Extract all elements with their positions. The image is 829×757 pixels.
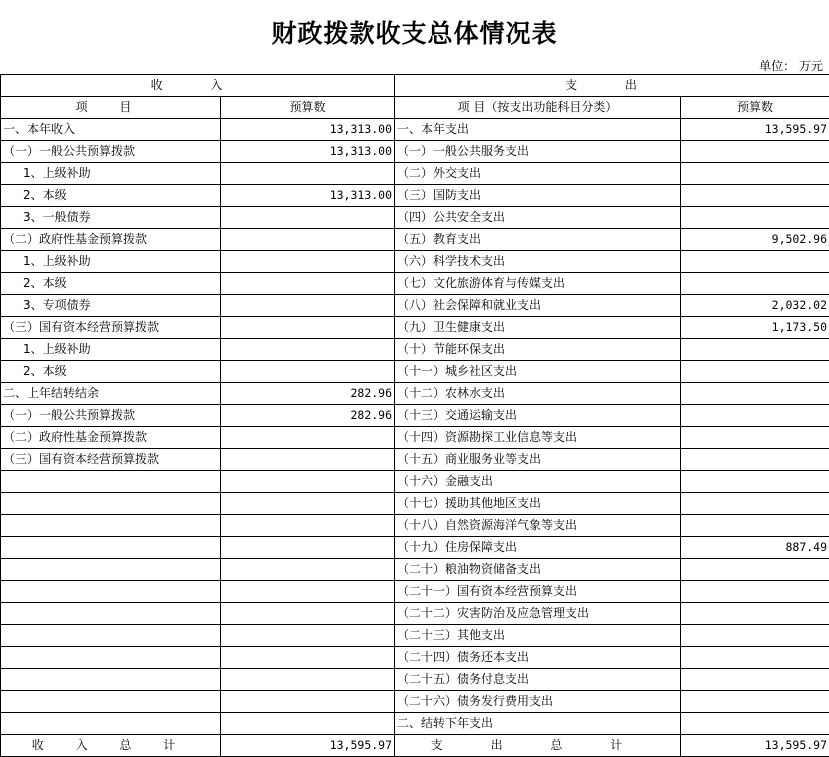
expense-item-cell: （一）一般公共服务支出 xyxy=(395,141,681,163)
income-value-cell xyxy=(221,339,395,361)
income-value-cell xyxy=(221,691,395,713)
expense-value-cell xyxy=(681,691,829,713)
table-row xyxy=(1,119,829,141)
income-item-cell xyxy=(1,669,221,691)
expense-value-cell xyxy=(681,383,829,405)
income-value-cell xyxy=(221,581,395,603)
income-item-cell xyxy=(1,713,221,735)
income-value-cell xyxy=(221,647,395,669)
income-value-cell: 13,313.00 xyxy=(221,185,395,207)
income-item-cell xyxy=(1,515,221,537)
table-row xyxy=(1,625,829,647)
income-value-cell xyxy=(221,163,395,185)
expense-value-cell xyxy=(681,647,829,669)
table-row xyxy=(1,713,829,735)
income-item-cell: （二）政府性基金预算拨款 xyxy=(1,427,221,449)
expense-item-cell: （五）教育支出 xyxy=(395,229,681,251)
table-row xyxy=(1,361,829,383)
income-item-cell: （二）政府性基金预算拨款 xyxy=(1,229,221,251)
income-item-cell: （一）一般公共预算拨款 xyxy=(1,405,221,427)
table-row xyxy=(1,229,829,251)
income-item-cell: 二、上年结转结余 xyxy=(1,383,221,405)
unit-label: 单位： 万元 xyxy=(759,59,823,73)
expense-value-cell xyxy=(681,449,829,471)
income-value-cell xyxy=(221,317,395,339)
income-item-cell: 1、上级补助 xyxy=(1,339,221,361)
expense-value-cell xyxy=(681,251,829,273)
expense-item-cell: （二十四）债务还本支出 xyxy=(395,647,681,669)
expense-item-cell: （二十一）国有资本经营预算支出 xyxy=(395,581,681,603)
expense-item-cell: （十三）交通运输支出 xyxy=(395,405,681,427)
expense-item-cell: （十五）商业服务业等支出 xyxy=(395,449,681,471)
income-item-cell: 2、本级 xyxy=(1,361,221,383)
expense-item-cell: （八）社会保障和就业支出 xyxy=(395,295,681,317)
income-value-cell: 13,313.00 xyxy=(221,119,395,141)
expense-value-cell xyxy=(681,713,829,735)
expense-value-cell xyxy=(681,141,829,163)
table-row xyxy=(1,163,829,185)
expense-item-cell: （十二）农林水支出 xyxy=(395,383,681,405)
income-item-cell: （三）国有资本经营预算拨款 xyxy=(1,317,221,339)
table-row xyxy=(1,141,829,163)
income-value-cell: 13,313.00 xyxy=(221,141,395,163)
expense-value-cell xyxy=(681,185,829,207)
expense-item-cell: 二、结转下年支出 xyxy=(395,713,681,735)
income-item-cell xyxy=(1,559,221,581)
expense-value-cell xyxy=(681,559,829,581)
table-row xyxy=(1,273,829,295)
expense-value-cell xyxy=(681,493,829,515)
income-value-cell xyxy=(221,427,395,449)
expense-total-value: 13,595.97 xyxy=(681,735,829,757)
table-row xyxy=(1,427,829,449)
header-row-section xyxy=(1,75,829,97)
expense-item-cell: （二十三）其他支出 xyxy=(395,625,681,647)
income-item-cell xyxy=(1,625,221,647)
expense-item-cell: （十一）城乡社区支出 xyxy=(395,361,681,383)
table-row xyxy=(1,405,829,427)
income-value-cell xyxy=(221,207,395,229)
income-item-cell: 一、本年收入 xyxy=(1,119,221,141)
income-value-cell xyxy=(221,603,395,625)
income-item-cell xyxy=(1,603,221,625)
expense-value-cell xyxy=(681,603,829,625)
expense-value-cell: 9,502.96 xyxy=(681,229,829,251)
income-item-cell: （一）一般公共预算拨款 xyxy=(1,141,221,163)
income-total-value: 13,595.97 xyxy=(221,735,395,757)
table-row xyxy=(1,493,829,515)
income-value-cell xyxy=(221,273,395,295)
expense-item-cell: （二十六）债务发行费用支出 xyxy=(395,691,681,713)
expense-value-cell xyxy=(681,207,829,229)
expense-item-cell: （十八）自然资源海洋气象等支出 xyxy=(395,515,681,537)
income-value-cell xyxy=(221,669,395,691)
income-value-cell xyxy=(221,537,395,559)
table-row xyxy=(1,647,829,669)
income-value-cell xyxy=(221,471,395,493)
expense-total-label: 支 出 总 计 xyxy=(395,735,681,757)
income-value-cell: 282.96 xyxy=(221,405,395,427)
expense-value-cell xyxy=(681,427,829,449)
expense-value-cell xyxy=(681,163,829,185)
income-item-cell xyxy=(1,537,221,559)
header-row-columns xyxy=(1,97,829,119)
income-budget-header: 预算数 xyxy=(221,97,395,119)
expense-item-cell: （十七）援助其他地区支出 xyxy=(395,493,681,515)
expense-item-cell: （六）科学技术支出 xyxy=(395,251,681,273)
income-value-cell xyxy=(221,251,395,273)
expense-value-cell xyxy=(681,471,829,493)
table-row xyxy=(1,449,829,471)
expense-header: 支 出 xyxy=(395,75,829,97)
income-header: 收 入 xyxy=(1,75,395,97)
expense-value-cell xyxy=(681,669,829,691)
table-row xyxy=(1,537,829,559)
expense-item-cell: （二十五）债务付息支出 xyxy=(395,669,681,691)
expense-item-cell: （九）卫生健康支出 xyxy=(395,317,681,339)
table-row xyxy=(1,207,829,229)
expense-value-cell xyxy=(681,515,829,537)
expense-value-cell xyxy=(681,625,829,647)
table-row xyxy=(1,383,829,405)
expense-item-cell: （三）国防支出 xyxy=(395,185,681,207)
income-item-cell: 1、上级补助 xyxy=(1,251,221,273)
expense-value-cell: 2,032.02 xyxy=(681,295,829,317)
budget-table xyxy=(0,74,829,757)
expense-budget-header: 预算数 xyxy=(681,97,829,119)
page-title: 财政拨款收支总体情况表 xyxy=(271,19,558,48)
table-row xyxy=(1,515,829,537)
income-item-cell: 2、本级 xyxy=(1,273,221,295)
income-item-cell: 1、上级补助 xyxy=(1,163,221,185)
expense-value-cell: 887.49 xyxy=(681,537,829,559)
income-item-cell: 2、本级 xyxy=(1,185,221,207)
table-row xyxy=(1,691,829,713)
income-total-label: 收 入 总 计 xyxy=(1,735,221,757)
income-value-cell xyxy=(221,515,395,537)
income-value-cell xyxy=(221,559,395,581)
expense-item-cell: （十九）住房保障支出 xyxy=(395,537,681,559)
expense-item-cell: 一、本年支出 xyxy=(395,119,681,141)
expense-item-cell: （二十）粮油物资储备支出 xyxy=(395,559,681,581)
income-value-cell: 282.96 xyxy=(221,383,395,405)
income-item-header: 项 目 xyxy=(1,97,221,119)
totals-row xyxy=(1,735,829,757)
expense-item-cell: （十六）金融支出 xyxy=(395,471,681,493)
table-row xyxy=(1,471,829,493)
expense-value-cell xyxy=(681,361,829,383)
income-value-cell xyxy=(221,361,395,383)
income-item-cell xyxy=(1,647,221,669)
income-item-cell: （三）国有资本经营预算拨款 xyxy=(1,449,221,471)
income-value-cell xyxy=(221,713,395,735)
income-value-cell xyxy=(221,625,395,647)
table-row xyxy=(1,339,829,361)
table-row xyxy=(1,559,829,581)
income-value-cell xyxy=(221,229,395,251)
table-row xyxy=(1,251,829,273)
expense-item-cell: （四）公共安全支出 xyxy=(395,207,681,229)
income-value-cell xyxy=(221,493,395,515)
income-item-cell xyxy=(1,493,221,515)
expense-item-cell: （二）外交支出 xyxy=(395,163,681,185)
expense-item-cell: （十）节能环保支出 xyxy=(395,339,681,361)
income-item-cell xyxy=(1,471,221,493)
income-item-cell: 3、一般债券 xyxy=(1,207,221,229)
income-item-cell: 3、专项债券 xyxy=(1,295,221,317)
expense-value-cell xyxy=(681,339,829,361)
income-value-cell xyxy=(221,449,395,471)
expense-value-cell xyxy=(681,273,829,295)
table-row xyxy=(1,603,829,625)
table-row xyxy=(1,669,829,691)
table-row xyxy=(1,185,829,207)
table-row xyxy=(1,295,829,317)
expense-value-cell: 13,595.97 xyxy=(681,119,829,141)
expense-value-cell xyxy=(681,405,829,427)
expense-item-cell: （七）文化旅游体育与传媒支出 xyxy=(395,273,681,295)
table-row xyxy=(1,317,829,339)
income-item-cell xyxy=(1,581,221,603)
expense-item-cell: （十四）资源勘探工业信息等支出 xyxy=(395,427,681,449)
expense-value-cell: 1,173.50 xyxy=(681,317,829,339)
expense-value-cell xyxy=(681,581,829,603)
expense-item-header: 项 目（按支出功能科目分类） xyxy=(395,97,681,119)
income-item-cell xyxy=(1,691,221,713)
expense-item-cell: （二十二）灾害防治及应急管理支出 xyxy=(395,603,681,625)
table-row xyxy=(1,581,829,603)
income-value-cell xyxy=(221,295,395,317)
